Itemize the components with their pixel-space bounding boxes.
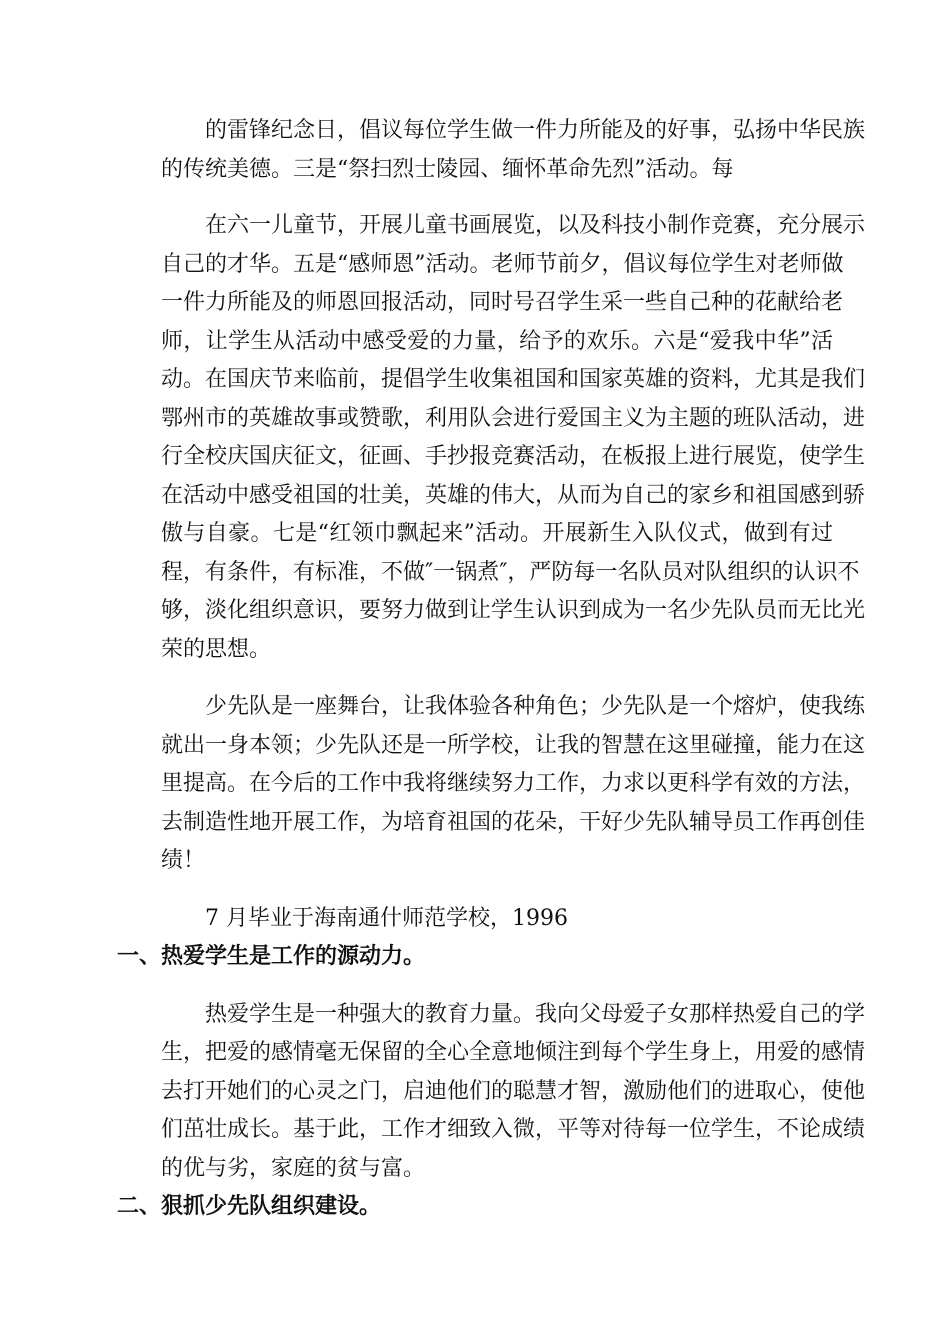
text-line: 去打开她们的心灵之门，启迪他们的聪慧才智，激励他们的进取心，使他 <box>161 1078 866 1104</box>
paragraph-5 <box>117 996 866 1189</box>
text-line: 鄂州市的英雄故事或赞歌，利用队会进行爱国主义为主题的班队活动，进 <box>161 405 866 431</box>
text-line: 动。在国庆节来临前，提倡学生收集祖国和国家英雄的资料，尤其是我们 <box>161 367 866 392</box>
text-line: 里提高。在今后的工作中我将继续努力工作，力求以更科学有效的方法， <box>161 771 866 796</box>
text-line: 在活动中感受祖国的壮美，英雄的伟大，从而为自己的家乡和祖国感到骄 <box>161 482 866 508</box>
text-line: 一件力所能及的师恩回报活动，同时号召学生采一些自己种的花献给老 <box>161 290 844 315</box>
text-line: 们茁壮成长。基于此，工作才细致入微，平等对待每一位学生，不论成绩 <box>161 1117 866 1142</box>
text-line: 的传统美德。三是“祭扫烈士陵园、缅怀革命先烈”活动。每 <box>161 156 734 182</box>
text-line: 绩！ <box>161 848 206 873</box>
text-line: 师，让学生从活动中感受爱的力量，给予的欢乐。六是“爱我中华”活 <box>161 328 833 354</box>
text-line: 7 月毕业于海南通什师范学校，1996 <box>205 905 568 931</box>
text-line: 够，淡化组织意识，要努力做到让学生认识到成为一名少先队员而无比光 <box>161 598 866 623</box>
text-line: 的雷锋纪念日，倡议每位学生做一件力所能及的好事，弘扬中华民族 <box>205 118 866 143</box>
text-line: 去制造性地开展工作，为培育祖国的花朵，干好少先队辅导员工作再创佳 <box>161 809 866 835</box>
text-line: 在六一儿童节，开展儿童书画展览，以及科技小制作竞赛，充分展示 <box>205 213 866 238</box>
text-line: 生，把爱的感情毫无保留的全心全意地倾注到每个学生身上，用爱的感情 <box>161 1040 866 1065</box>
text-line: 自己的才华。五是“感师恩”活动。老师节前夕，倡议每位学生对老师做 <box>161 251 844 277</box>
document-page <box>117 112 866 1227</box>
text-line: 荣的思想。 <box>161 636 272 662</box>
paragraph-3 <box>117 688 866 881</box>
text-line: 少先队是一座舞台，让我体验各种角色；少先队是一个熔炉，使我练 <box>205 694 866 719</box>
text-line: 就出一身本领；少先队还是一所学校，让我的智慧在这里碰撞，能力在这 <box>161 732 866 758</box>
paragraph-2 <box>117 207 866 669</box>
section-heading-1: 一、热爱学生是工作的源动力。 <box>117 944 426 969</box>
text-line: 程，有条件，有标准，不做″一锅煮″，严防每一名队员对队组织的认识不 <box>161 559 860 585</box>
section-heading-2: 二、狠抓少先队组织建设。 <box>117 1194 382 1219</box>
text-line: 的优与劣，家庭的贫与富。 <box>161 1155 426 1181</box>
text-line: 行全校庆国庆征文，征画、手抄报竞赛活动，在板报上进行展览，使学生 <box>161 444 866 469</box>
paragraph-4 <box>117 900 833 939</box>
text-line: 傲与自豪。七是“红领巾飘起来”活动。开展新生入队仪式，做到有过 <box>161 521 833 546</box>
paragraph-1 <box>117 112 866 189</box>
text-line: 热爱学生是一种强大的教育力量。我向父母爱子女那样热爱自己的学 <box>205 1001 866 1027</box>
